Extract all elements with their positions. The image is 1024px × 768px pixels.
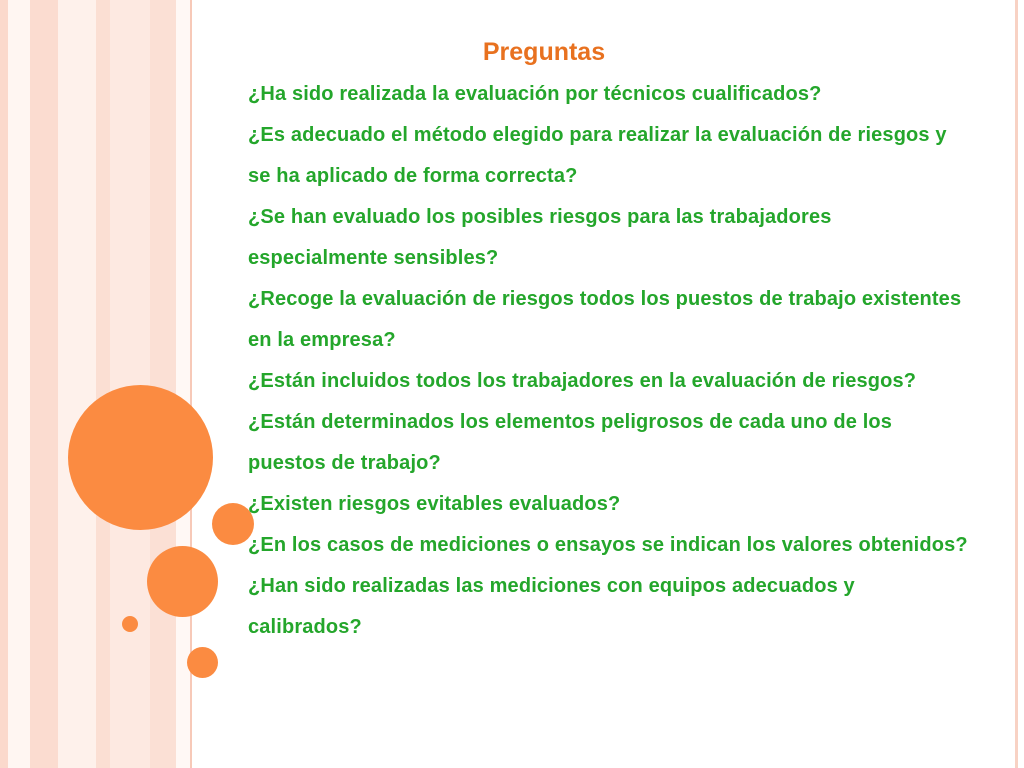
question-item: ¿Ha sido realizada la evaluación por técnicos cualificados? [248,83,822,105]
question-item: ¿Recoge la evaluación de riesgos todos los puestos de trabajo existentes en la empresa? [248,288,962,351]
question-item: ¿Existen riesgos evitables evaluados? [248,493,621,515]
decorative-right-line [1015,0,1018,768]
question-item: ¿Se han evaluado los posibles riesgos para las trabajadores especialmente sensibles? [248,206,832,269]
decorative-circle-small-2 [187,647,218,678]
decorative-circle-mid [147,546,218,617]
question-item: ¿Es adecuado el método elegido para realizar la evaluación de riesgos y se ha aplicado de forma correcta? [248,124,947,187]
slide-title: Preguntas [482,38,606,66]
decorative-stripes [0,0,196,768]
decorative-circle-large [68,385,213,530]
question-list [248,74,968,648]
question-item: ¿En los casos de mediciones o ensayos se indican los valores obtenidos? [248,534,968,556]
question-item: ¿Están incluidos todos los trabajadores en la evaluación de riesgos? [248,370,917,392]
question-item: ¿Han sido realizadas las mediciones con equipos adecuados y calibrados? [248,575,855,638]
decorative-circle-small [122,616,138,632]
question-item: ¿Están determinados los elementos peligrosos de cada uno de los puestos de trabajo? [248,411,893,474]
